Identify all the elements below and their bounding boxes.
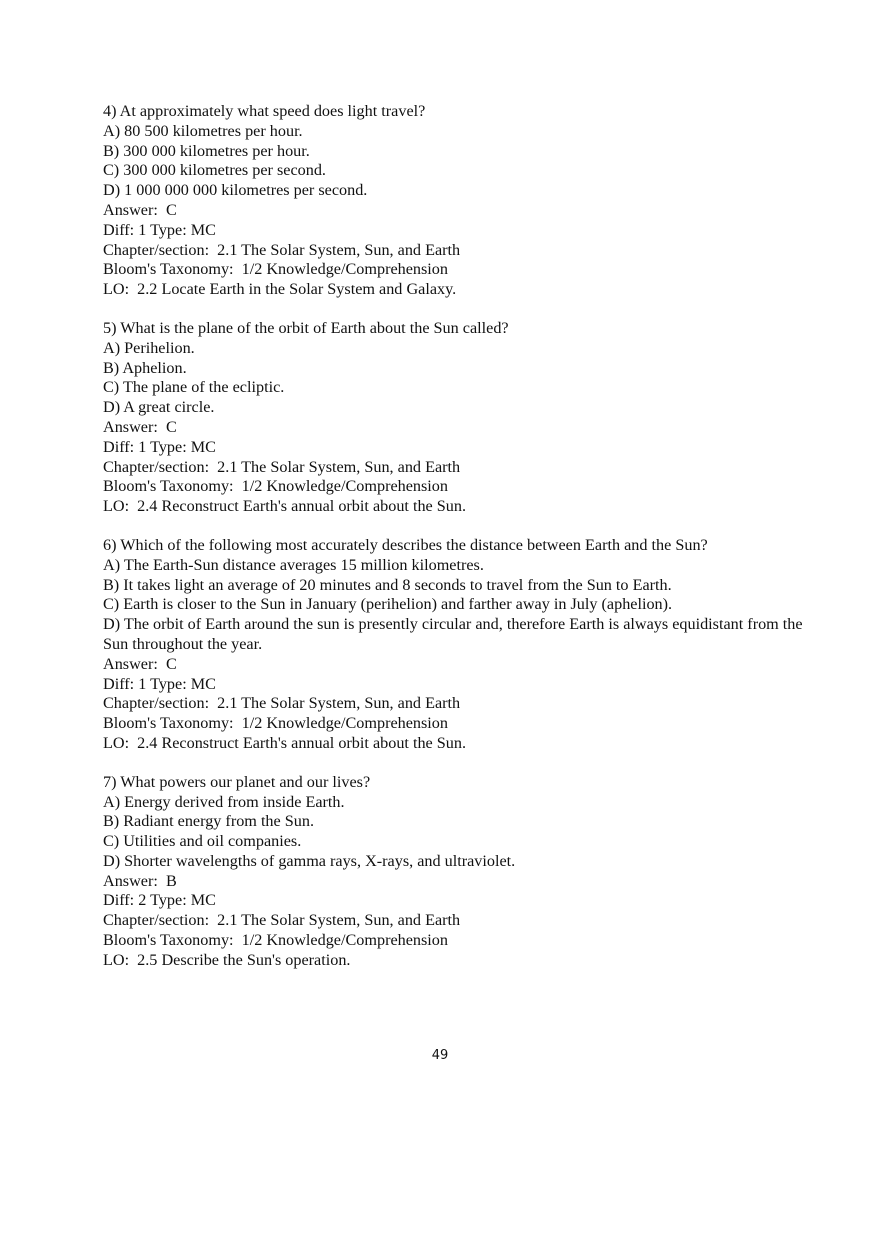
question-item: [103, 102, 803, 300]
blooms-taxonomy: Bloom's Taxonomy: 1/2 Knowledge/Comprehension: [103, 714, 448, 733]
learning-objective: LO: 2.4 Reconstruct Earth's annual orbit about the Sun.: [103, 497, 467, 516]
option-a: A) The Earth-Sun distance averages 15 million kilometres.: [103, 555, 484, 574]
option-b: B) Radiant energy from the Sun.: [103, 812, 314, 831]
answer: Answer: C: [103, 654, 177, 673]
difficulty-type: Diff: 1 Type: MC: [103, 674, 216, 693]
learning-objective: LO: 2.2 Locate Earth in the Solar System and Galaxy.: [103, 280, 457, 299]
option-c: C) Earth is closer to the Sun in January (perihelion) and farther away in July (aphelion).: [103, 595, 673, 614]
chapter-section: Chapter/section: 2.1 The Solar System, Sun, and Earth: [103, 240, 461, 259]
page-number: 49: [431, 1048, 449, 1063]
question-item: [103, 773, 803, 971]
option-c: C) The plane of the ecliptic.: [103, 378, 285, 397]
option-d: D) A great circle.: [103, 398, 215, 417]
option-d: D) The orbit of Earth around the sun is presently circular and, therefore Earth is always equidistant from the Sun throughout the year.: [103, 615, 807, 653]
question-stem: 4) At approximately what speed does light travel?: [103, 102, 426, 120]
answer: Answer: B: [103, 871, 177, 890]
option-a: A) Perihelion.: [103, 338, 195, 357]
difficulty-type: Diff: 1 Type: MC: [103, 437, 216, 456]
question-item: [103, 319, 803, 517]
option-b: B) It takes light an average of 20 minutes and 8 seconds to travel from the Sun to Earth.: [103, 575, 672, 594]
question-list: [103, 102, 807, 990]
answer: Answer: C: [103, 417, 177, 436]
learning-objective: LO: 2.4 Reconstruct Earth's annual orbit about the Sun.: [103, 733, 467, 752]
answer: Answer: C: [103, 200, 177, 219]
learning-objective: LO: 2.5 Describe the Sun's operation.: [103, 950, 351, 969]
option-d: D) Shorter wavelengths of gamma rays, X-rays, and ultraviolet.: [103, 851, 516, 870]
question-item: [103, 535, 807, 754]
chapter-section: Chapter/section: 2.1 The Solar System, Sun, and Earth: [103, 694, 461, 713]
option-a: A) 80 500 kilometres per hour.: [103, 121, 303, 140]
option-b: B) Aphelion.: [103, 358, 187, 377]
option-a: A) Energy derived from inside Earth.: [103, 792, 345, 811]
chapter-section: Chapter/section: 2.1 The Solar System, Sun, and Earth: [103, 457, 461, 476]
difficulty-type: Diff: 1 Type: MC: [103, 220, 216, 239]
option-c: C) Utilities and oil companies.: [103, 832, 302, 851]
difficulty-type: Diff: 2 Type: MC: [103, 891, 216, 910]
question-stem: 6) Which of the following most accurately describes the distance between Earth and the Sun?: [103, 535, 708, 554]
blooms-taxonomy: Bloom's Taxonomy: 1/2 Knowledge/Comprehension: [103, 477, 448, 496]
blooms-taxonomy: Bloom's Taxonomy: 1/2 Knowledge/Comprehension: [103, 931, 448, 950]
chapter-section: Chapter/section: 2.1 The Solar System, Sun, and Earth: [103, 911, 461, 930]
option-b: B) 300 000 kilometres per hour.: [103, 141, 310, 160]
blooms-taxonomy: Bloom's Taxonomy: 1/2 Knowledge/Comprehension: [103, 260, 448, 279]
question-stem: 5) What is the plane of the orbit of Earth about the Sun called?: [103, 318, 509, 337]
option-c: C) 300 000 kilometres per second.: [103, 161, 326, 180]
question-stem: 7) What powers our planet and our lives?: [103, 772, 371, 791]
option-d: D) 1 000 000 000 kilometres per second.: [103, 181, 368, 200]
